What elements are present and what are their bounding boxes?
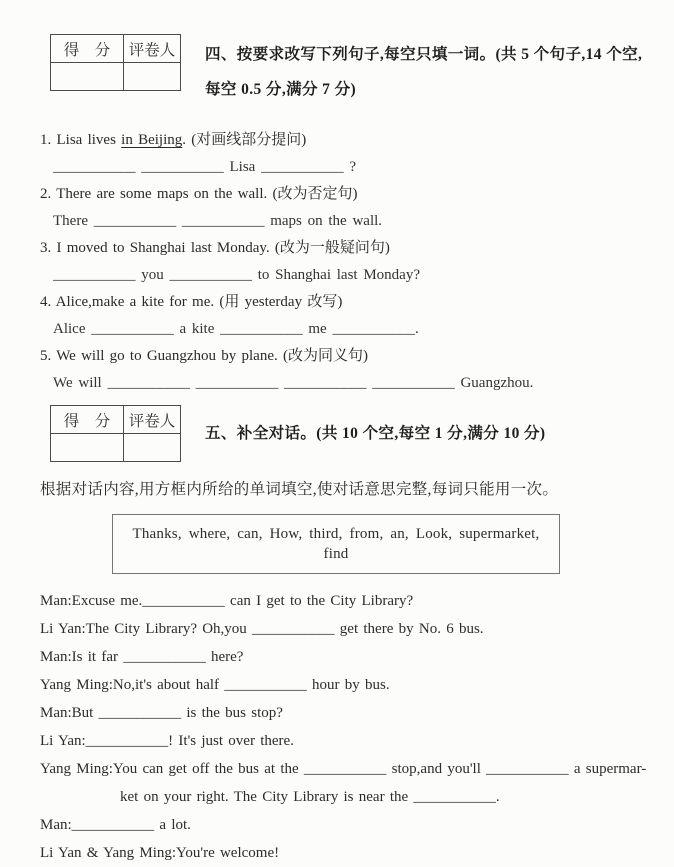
- dialogue-line: Man:Is it far ___________ here?: [40, 649, 244, 665]
- grader-label: 评卷人: [124, 35, 181, 63]
- question-1-post: . (对画线部分提问): [182, 132, 307, 148]
- answer-line-1: ___________ ___________ Lisa ___________ ?: [53, 159, 356, 175]
- question-5: 5. We will go to Guangzhou by plane. (改为同义句): [40, 348, 368, 364]
- question-2: 2. There are some maps on the wall. (改为否定句): [40, 186, 358, 202]
- score-value-cell: [51, 434, 124, 462]
- question-4: 4. Alice,make a kite for me. (用 yesterday 改写): [40, 294, 343, 310]
- dialogue: [40, 587, 646, 867]
- score-value-cell: [51, 63, 124, 91]
- score-label: 得 分: [51, 35, 124, 63]
- dialogue-line: Li Yan:___________! It's just over there.: [40, 733, 294, 749]
- answer-line-2: There ___________ ___________ maps on the wall.: [53, 213, 383, 229]
- section5-header: [40, 405, 646, 462]
- grader-value-cell: [124, 434, 181, 462]
- dialogue-line: Li Yan:The City Library? Oh,you ___________ get there by No. 6 bus.: [40, 621, 484, 637]
- instruction-text: 根据对话内容,用方框内所给的单词填空,使对话意思完整,每词只能用一次。: [40, 481, 559, 498]
- answer-line-5: We will ___________ ___________ ___________ ___________ Guangzhou.: [53, 375, 534, 391]
- dialogue-line: Yang Ming:You can get off the bus at the ___________ stop,and you'll ___________ a supermar-: [40, 761, 647, 777]
- dialogue-line: Yang Ming:No,it's about half ___________ hour by bus.: [40, 677, 390, 693]
- question-1: [40, 127, 646, 154]
- grader-value-cell: [124, 63, 181, 91]
- dialogue-line: Li Yan & Yang Ming:You're welcome!: [40, 845, 280, 861]
- answer-line-3: ___________ you ___________ to Shanghai last Monday?: [53, 267, 420, 283]
- section5-title: 五、补全对话。(共 10 个空,每空 1 分,满分 10 分): [205, 424, 546, 442]
- dialogue-line: Man:But ___________ is the bus stop?: [40, 705, 283, 721]
- section4-header: [40, 34, 646, 107]
- question-3: 3. I moved to Shanghai last Monday. (改为一般疑问句): [40, 240, 390, 256]
- section4-title-line2: 每空 0.5 分,满分 7 分): [205, 81, 357, 98]
- dialogue-line-wrap: ket on your right. The City Library is near the ___________.: [120, 789, 500, 805]
- section4-title: [205, 34, 642, 107]
- grader-label: 评卷人: [124, 406, 181, 434]
- section4-questions: [40, 127, 646, 397]
- question-1-pre: 1. Lisa lives: [40, 132, 122, 148]
- section4-title-line1: 四、按要求改写下列句子,每空只填一词。(共 5 个句子,14 个空,: [205, 46, 643, 63]
- score-label: 得 分: [51, 406, 124, 434]
- dialogue-line: Man:___________ a lot.: [40, 817, 191, 833]
- question-1-underlined-part: in Beijing: [121, 132, 183, 148]
- score-box-section4: [50, 34, 181, 91]
- score-box-section5: [50, 405, 181, 462]
- word-bank: Thanks, where, can, How, third, from, an, Look, supermarket, find: [112, 514, 560, 574]
- answer-line-4: Alice ___________ a kite ___________ me ___________.: [53, 321, 419, 337]
- dialogue-line: Man:Excuse me.___________ can I get to the City Library?: [40, 593, 414, 609]
